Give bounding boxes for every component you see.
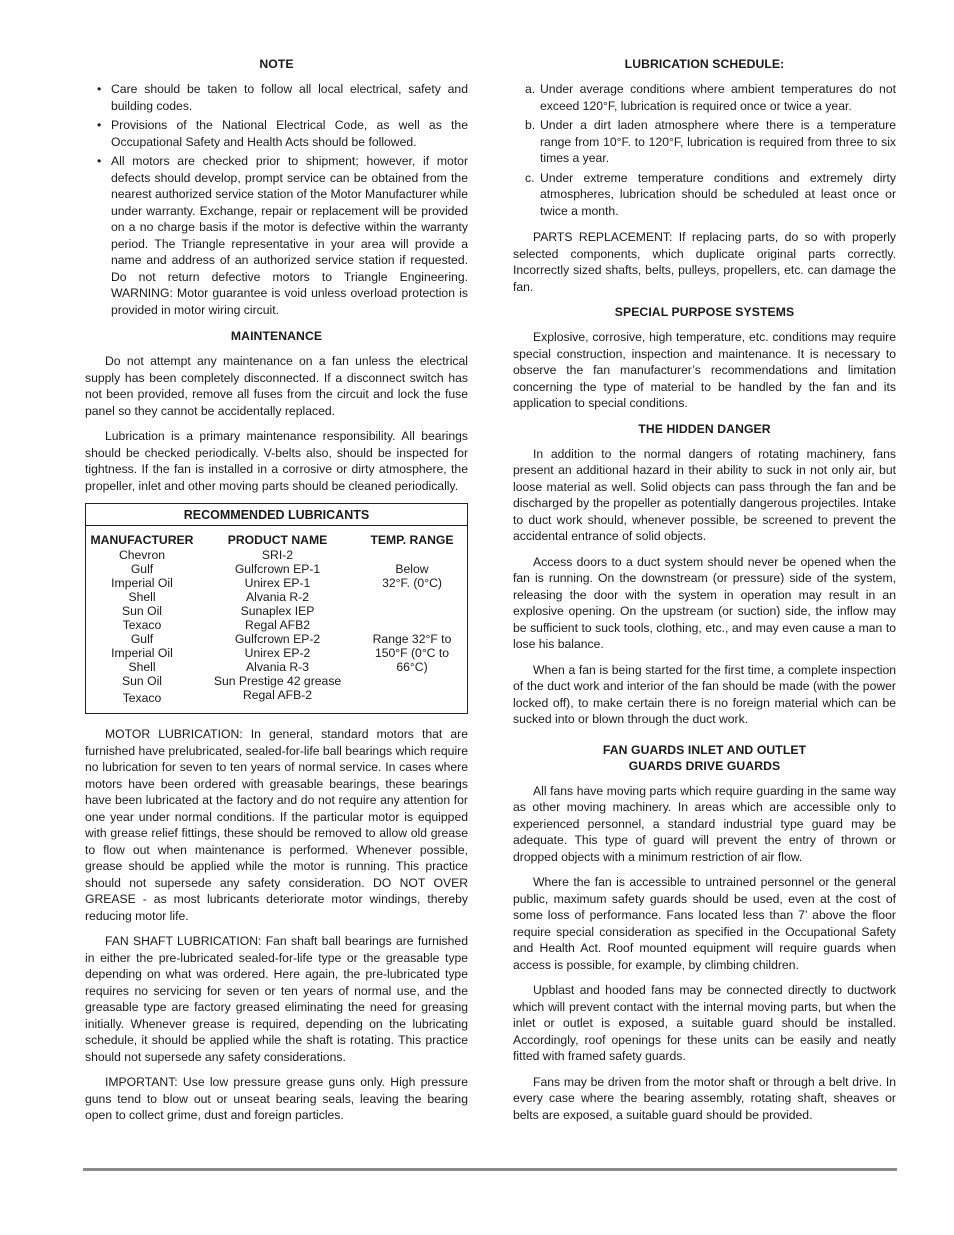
table-cell: SRI-2: [261, 548, 294, 562]
table-cell: Shell: [128, 660, 156, 674]
fan-shaft-lubrication-paragraph: FAN SHAFT LUBRICATION: Fan shaft ball bearings are furnished in either the pre-lubricated sealed-for-life type or the greasable type depending on what was ordered. Here again, the pre-lubricated type requires no servicing for seven or ten years of normal use, and the greasable type are factory greased eliminating the need for greasing initially. Whenever grease is required, depending on the lubricating schedule, it should be applied while the shaft is rotating. This practice should not supersede any safety considerations.: [85, 934, 468, 1064]
product-column: [198, 533, 357, 705]
table-cell: Gulfcrown EP-2: [234, 632, 321, 646]
schedule-list: [513, 81, 896, 219]
lubricants-table: [85, 503, 468, 714]
item-text: Under a dirt laden atmosphere where there is a temperature range from 10°F. to 120°F, lubrication is required from three to six times a year.: [540, 118, 896, 165]
column-header: TEMP. RANGE: [370, 533, 454, 547]
fan-guards-paragraph: Upblast and hooded fans may be connected directly to ductwork which will prevent contact with the internal moving parts, but when the inlet or outlet is exposed, a suitable guard should be installed. Accordingly, roof openings for these units can be easily and neatly fitted with framed safety guards.: [513, 983, 896, 1063]
table-cell: 32°F. (0°C): [382, 576, 442, 590]
fan-guards-heading-line: FAN GUARDS INLET AND OUTLET: [602, 742, 807, 757]
fan-guards-heading: [513, 742, 896, 774]
table-cell: Texaco: [122, 691, 162, 705]
table-cell: Unirex EP-1: [244, 576, 311, 590]
table-cell: Sun Oil: [122, 604, 162, 618]
schedule-item: [513, 170, 896, 220]
item-marker: b.: [525, 118, 536, 132]
table-cell: Texaco: [122, 618, 162, 632]
note-item: • All motors are checked prior to shipment; however, if motor defects should develop, prompt service can be obtained from the nearest authorized service station of the Motor Manufacturer while under warranty. Exchange, repair or replacement will be provided on a no charge basis if the motor is defective within the warranty period. The Triangle representative in your area will provide a name and address of an authorized service station if requested. Do not return defective motors to Triangle Engineering. WARNING: Motor guarantee is void unless overload protection is provided in motor wiring circuit.: [85, 153, 468, 318]
manufacturer-column: [86, 533, 198, 705]
table-cell: 150°F (0°C to: [374, 646, 450, 660]
table-cell: Gulfcrown EP-1: [234, 562, 321, 576]
schedule-item: [513, 81, 896, 114]
hidden-danger-heading: THE HIDDEN DANGER: [638, 421, 771, 436]
item-marker: c.: [525, 170, 535, 185]
left-column: [85, 56, 468, 1133]
special-purpose-heading: SPECIAL PURPOSE SYSTEMS: [614, 305, 795, 319]
item-text: Under extreme temperature conditions and extremely dirty atmospheres, lubrication should be scheduled at least once or twice a month.: [540, 170, 896, 218]
table-cell: Unirex EP-2: [244, 646, 311, 660]
fan-guards-paragraph: Fans may be driven from the motor shaft or through a belt drive. In every case where the bearing assembly, rotating shaft, sheaves or belts are exposed, a suitable guard should be provided.: [513, 1074, 896, 1122]
table-cell: Imperial Oil: [111, 576, 173, 590]
table-cell: Shell: [128, 590, 156, 604]
item-text: Under average conditions where ambient temperatures do not exceed 120°F, lubrication is required once or twice a year.: [540, 82, 896, 113]
table-title: RECOMMENDED LUBRICANTS: [86, 504, 467, 526]
right-column: [513, 56, 896, 1132]
note-list: [85, 81, 468, 318]
hidden-danger-paragraph: When a fan is being started for the first time, a complete inspection of the duct work and interior of the fan should be made (with the power locked off), to make certain there is no foreign material which can be sucked into or blown through the duct work.: [513, 662, 896, 726]
parts-replacement-paragraph: PARTS REPLACEMENT: If replacing parts, do so with properly selected components, which duplicate original parts correctly. Incorrectly sized shafts, belts, pulleys, propellers, etc. can damage the fan.: [513, 230, 896, 294]
motor-lubrication-paragraph: MOTOR LUBRICATION: In general, standard motors that are furnished have prelubricated, sealed-for-life ball bearings which require no lubrication for seven to ten years of normal service. In cases where motors have been ordered with greasable bearings, these bearings have been lubricated at the factory and do not require any attention for one year under normal conditions. If the particular motor is equipped with grease relief fittings, these should be removed to allow old grease to flow out when maintenance is performed. Whenever possible, grease should be applied while the motor is running. This practice should not supersede any safety consideration. DO NOT OVER GREASE - as most lubricants deteriorate motor windings, thereby reducing motor life.: [85, 727, 468, 923]
table-cell: Below: [395, 562, 429, 576]
special-purpose-paragraph: Explosive, corrosive, high temperature, etc. conditions may require special construction, inspection and maintenance. It is necessary to observe the fan manufacturer’s recommendations and limitation concerning the type of material to be handled by the fan and its application to special conditions.: [513, 330, 896, 410]
column-header: PRODUCT NAME: [227, 533, 328, 547]
important-paragraph: IMPORTANT: Use low pressure grease guns only. High pressure guns tend to blow out or unseat bearing seals, leaving the bearing open to collect grime, dust and foreign particles.: [85, 1075, 468, 1122]
maintenance-heading: MAINTENANCE: [230, 329, 323, 343]
hidden-danger-paragraph: In addition to the normal dangers of rotating machinery, fans present an additional hazard in their ability to suck in not only air, but loose material as well. Solid objects can pass through the fan and be discharged by the propeller as potentially dangerous projectiles. Intake to duct work should, whenever possible, be screened to prevent the accidental entrance of solid objects.: [513, 446, 896, 543]
table-cell: 66°C): [396, 660, 428, 674]
fan-guards-heading-line: GUARDS DRIVE GUARDS: [628, 758, 781, 773]
hidden-danger-paragraph: Access doors to a duct system should never be opened when the fan is running. On the downstream (or pressure) side of the system, releasing the door with the system in operation may result in an explosive opening. On the upstream (or suction) side, the inflow may be sufficient to suck tools, clothing, etc., and may even cause a man to lose his balance.: [513, 554, 896, 651]
table-cell: Gulf: [130, 562, 154, 576]
item-marker: a.: [525, 82, 536, 96]
table-cell: Regal AFB-2: [242, 688, 313, 702]
note-heading: NOTE: [259, 57, 294, 71]
table-cell: Alvania R-2: [246, 590, 309, 604]
table-cell: Chevron: [118, 548, 166, 562]
table-cell: Sun Prestige 42 grease: [213, 674, 342, 688]
table-cell: Alvania R-3: [246, 660, 309, 674]
table-cell: Imperial Oil: [111, 646, 173, 660]
note-item: • Care should be taken to follow all local electrical, safety and building codes.: [85, 81, 468, 114]
table-cell: Gulf: [130, 632, 154, 646]
temp-range-column: [357, 533, 467, 705]
lubrication-schedule-heading: LUBRICATION SCHEDULE:: [624, 57, 785, 71]
table-cell: Sun Oil: [122, 674, 162, 688]
footer-rule: [83, 1168, 897, 1171]
maintenance-paragraph: Lubrication is a primary maintenance responsibility. All bearings should be checked periodically. V-belts also, should be inspected for tightness. If the fan is installed in a corrosive or dirty atmosphere, the propeller, inlet and other moving parts should be cleaned periodically.: [85, 429, 468, 493]
table-cell: Regal AFB2: [244, 618, 311, 632]
fan-guards-paragraph: Where the fan is accessible to untrained personnel or the general public, maximum safety guards should be used, even at the cost of some loss of performance. Fans located less than 7’ above the floor require special consideration as specified in the Occupational Safety and Health Act. Roof mounted equipment will require guards when access is possible, for example, by climbing children.: [513, 875, 896, 972]
maintenance-paragraph: Do not attempt any maintenance on a fan unless the electrical supply has been completely disconnected. If a disconnect switch has not been provided, remove all fuses from the circuit and lock the fuse panel so they cannot be accidentally replaced.: [85, 354, 468, 418]
fan-guards-paragraph: All fans have moving parts which require guarding in the same way as other moving machinery. In areas which are accessible only to experienced personnel, a standard industrial type guard may be adequate. This type of guard will prevent the entry of thrown or dropped objects with a minimum restriction of air flow.: [513, 783, 896, 864]
schedule-item: [513, 117, 896, 167]
column-header: MANUFACTURER: [90, 533, 194, 547]
table-cell: Range 32°F to: [372, 632, 452, 646]
table-cell: Sunaplex IEP: [240, 604, 315, 618]
note-item: • Provisions of the National Electrical Code, as well as the Occupational Safety and Health Acts should be followed.: [85, 117, 468, 150]
